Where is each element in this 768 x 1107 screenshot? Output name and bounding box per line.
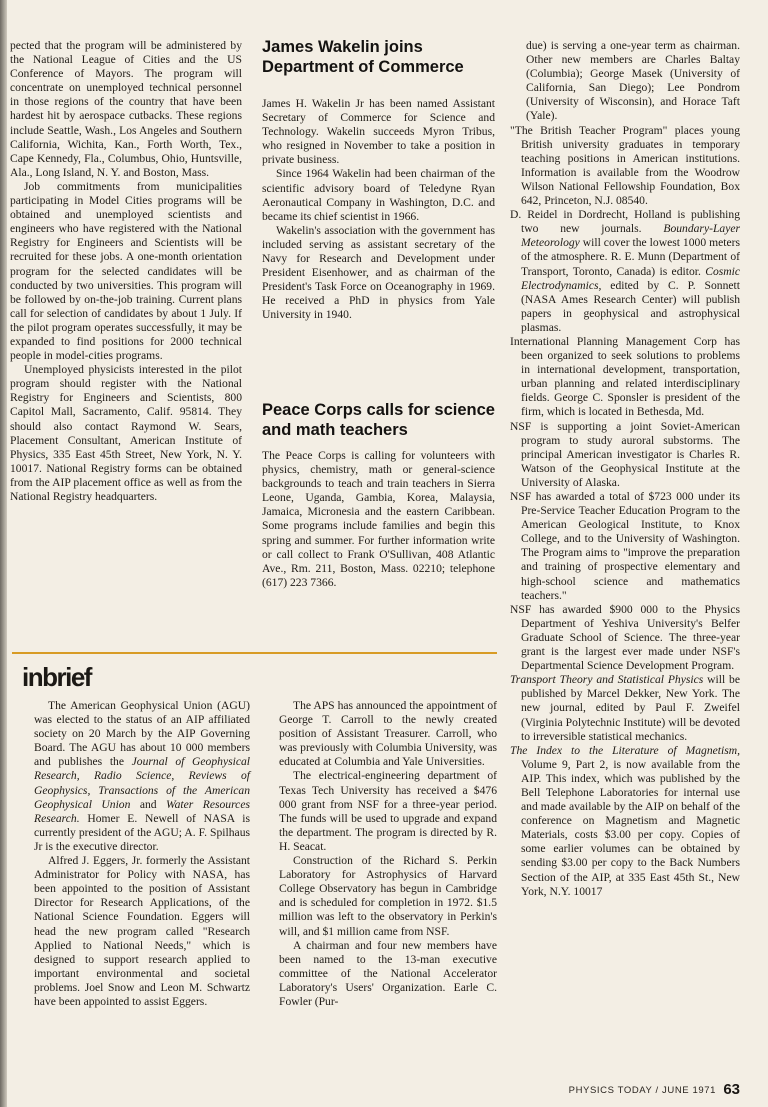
brief-item: The American Geophysical Union (AGU) was elected to the status of an AIP affiliated society on 20 March by the AIP Governing Board. The AGU has about 10 000 members and publishes the Journal of Geophysical Research, Radio Science, Reviews of Geophysics, Transactions of the American Geophysical Union and Water Resources Research. Homer E. Newell of NASA is currently president of the AGU; A. F. Spilhaus Jr is the executive director. bbox=[34, 699, 250, 853]
journal-title: Transport Theory and Statistical Physics bbox=[510, 673, 704, 687]
page-number: 63 bbox=[723, 1081, 740, 1098]
brief-item: D. Reidel in Dordrecht, Holland is publishing two new journals. Boundary-Layer Meteorology will cover the lowest 1000 meters of the atmosphere. R. E. Munn (Department of Transport, Toronto, Canada) is editor. Cosmic Electrodynamics, edited by C. P. Sonnett (NASA Ames Research Center) will publish papers in geophysical and astrophysical plasmas. bbox=[510, 208, 740, 334]
brief-item: The electrical-engineering department of Texas Tech University has received a $476 000 grant from NSF for a three-year period. The funds will be used to upgrade and expand the department. The program is directed by R. H. Seacat. bbox=[279, 769, 497, 853]
article-paragraph: Since 1964 Wakelin had been chairman of the scientific advisory board of Teledyne Ryan Aeronautical Company in Washington, D.C. and became its chief scientist in 1966. bbox=[262, 167, 495, 223]
inbrief-column-3 bbox=[510, 39, 740, 899]
brief-item: NSF has awarded $900 000 to the Physics Department of Yeshiva University's Belfer Graduate School of Science. The three-year grant is the largest ever made under NSF's Departmental Science Development Program. bbox=[510, 602, 740, 673]
brief-item: Transport Theory and Statistical Physics will be published by Marcel Dekker, New York. The new journal, edited by Paul F. Zweifel (Virginia Polytechnic Institute) will be devoted to irreversible statistical mechanics. bbox=[510, 673, 741, 743]
article-paragraph: Wakelin's association with the government has included serving as assistant secretary of the Navy for Research and Development under President Eisenhower, and as chairman of the President's Task Force on Oceanography in 1969. He received a PhD in physics from Yale University in 1940. bbox=[262, 223, 495, 322]
brief-item: A chairman and four new members have been named to the 13-man executive committee of the National Accelerator Laboratory's Users' Organization. Earle C. Fowler (Pur- bbox=[279, 938, 497, 1008]
inbrief-section-title: inbrief bbox=[22, 662, 91, 692]
journal-titles: Journal of Geophysical Research, Radio Science, Reviews of Geophysics, Transactions of the American Geophysical Union bbox=[34, 755, 250, 811]
brief-item: NSF is supporting a joint Soviet-American program to study auroral substorms. The principal American investigator is Charles R. Watson of the Geophysical Institute at the University of Alaska. bbox=[510, 419, 740, 489]
brief-item: The Index to the Literature of Magnetism, Volume 9, Part 2, is now available from the AIP. This index, which was published by the Bell Telephone Laboratories for internal use and made available by the AIP on behalf of the conference on Magnetism and Magnetic Materials, costs $3.00 per copy. Copies of some earlier volumes can be obtained by sending $3.00 per copy to the Back Numbers Section of the AIP, at 335 East 45th St., New York, N.Y. 10017 bbox=[510, 743, 740, 898]
article-paragraph: Unemployed physicists interested in the pilot program should register with the National Registry for Engineers and Scientists, 800 Capitol Mall, Sacramento, Calif. 95814. They should also contact Raymond W. Sears, Placement Consultant, American Institute of Physics, 335 East 45th Street, New York, N. Y. 10017. National Registry forms can be obtained from the AIP placement office as well as from the National Registry headquarters. bbox=[10, 363, 242, 503]
page-spine-shadow bbox=[0, 0, 7, 1107]
inbrief-column-1 bbox=[22, 699, 250, 1009]
running-head: PHYSICS TODAY / JUNE 1971 bbox=[568, 1085, 716, 1096]
article-paragraph: The Peace Corps is calling for volunteers with physics, chemistry, math or general-science backgrounds to teach and train teachers in Sierra Leone, Uganda, Gambia, Korea, Malaysia, Jamaica, Micronesia and the eastern Caribbean. Some programs include families and begin this spring and summer. For further information write or call collect to Frank O'Sullivan, 408 Atlantic Ave., Rm. 211, Boston, Mass. 02210; telephone (617) 223 7366. bbox=[262, 449, 495, 589]
inbrief-column-2 bbox=[267, 699, 497, 1009]
journal-title: Boundary-Layer Meteorology bbox=[521, 222, 740, 250]
brief-item: Construction of the Richard S. Perkin Laboratory for Astrophysics of Harvard College Observatory has begun in Cambridge and is scheduled for completion in 1972. $1.5 million was left to the observatory in Perkin's will, and $1 million came from NSF. bbox=[279, 854, 497, 938]
peace-corps-article bbox=[262, 400, 495, 590]
peace-corps-headline: Peace Corps calls for science and math teachers bbox=[262, 401, 495, 439]
brief-item: International Planning Management Corp has been organized to seek solutions to problems in international development, transportation, urban planning and related interdisciplinary fields. George C. Sponsler is president of the firm, which is located in Bethesda, Md. bbox=[510, 334, 740, 419]
brief-item: NSF has awarded a total of $723 000 under its Pre-Service Teacher Education Program to the American Geological Institute, to Knox College, and to the University of Washington. The Program aims to "improve the preparation and training of prospective elementary and high-school science and mathematics teachers." bbox=[510, 490, 740, 602]
journal-title: Cosmic Electrodynamics, bbox=[521, 264, 740, 292]
left-article-column bbox=[10, 39, 242, 504]
wakelin-headline: James Wakelin joins Department of Commerce bbox=[262, 38, 464, 76]
brief-item: "The British Teacher Program" places young British university graduates in temporary teaching positions in American institutions. Information is available from the Woodrow Wilson National Fellowship Foundation, Box 642, Princeton, N.J. 08540. bbox=[510, 123, 740, 208]
brief-item: The APS has announced the appointment of George T. Carroll to the newly created position of Assistant Treasurer. Carroll, who was previously with Columbia University, was educated at Columbia and Yale Universities. bbox=[279, 699, 497, 769]
article-paragraph: pected that the program will be administered by the National League of Cities and the US Conference of Mayors. The program will concentrate on unemployed technical personnel in those regions of the country that have been hardest hit by aerospace cutbacks. These regions include Seattle, Wash., Los Angeles and Southern California, Wichita, Kan., Forth Worth, Tex., Cape Kennedy, Fla., Columbus, Ohio, Huntsville, Ala., Long Island, N. Y. and Boston, Mass. bbox=[10, 39, 242, 179]
journal-title: The Index to the Literature of Magnetism, bbox=[510, 743, 740, 757]
journal-title: Water Resources Research. bbox=[34, 797, 250, 825]
brief-item: Alfred J. Eggers, Jr. formerly the Assistant Administrator for Policy with NASA, has been appointed to the position of Assistant Director for Research Applications, of the National Science Foundation. Eggers will head the new program called "Research Applied to National Needs," which is designed to support research applied to important environmental and societal problems. Joel Snow and Leon M. Schwartz have been appointed to assist Eggers. bbox=[34, 854, 250, 1008]
wakelin-article bbox=[262, 37, 495, 323]
section-divider-rule bbox=[12, 652, 497, 654]
brief-item: due) is serving a one-year term as chairman. Other new members are Charles Baltay (Columbia); George Masek (University of California, San Diego); Lee Pondrom (University of Wisconsin), and Horace Taft (Yale). bbox=[526, 39, 740, 123]
article-paragraph: James H. Wakelin Jr has been named Assistant Secretary of Commerce for Science and Technology. Wakelin succeeds Myron Tribus, who resigned in November to take a position in private business. bbox=[262, 97, 495, 167]
article-paragraph: Job commitments from municipalities participating in Model Cities programs will be obtained and unemployed scientists and engineers who have registered with the National Registry for Engineers and Scientists will be recruited for these jobs. A one-month orientation program for the selected candidates will be conducted by two universities. This program will be followed by on-the-job training. Current plans call for selection of candidates by about 1 July. If the pilot program operates successfully, it may be expanded to find positions for 2000 technical people in model-cities programs. bbox=[10, 179, 242, 363]
